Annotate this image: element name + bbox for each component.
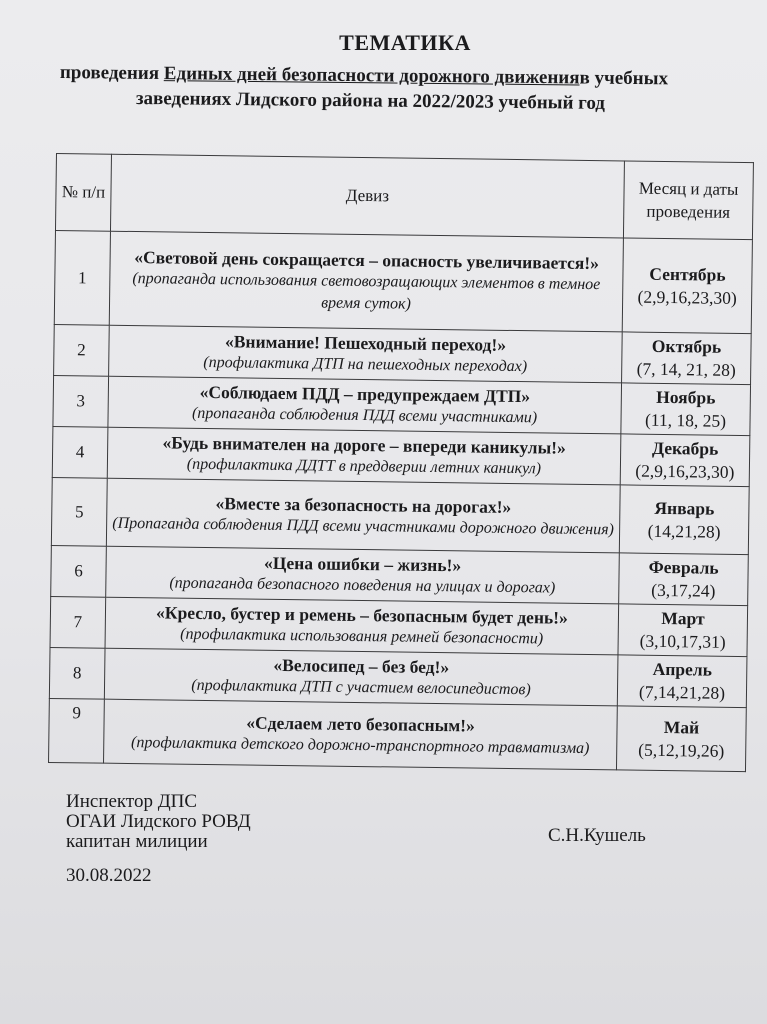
table-row — [53, 375, 751, 435]
motto-note: (пропаганда соблюдения ПДД всеми участниками) — [191, 404, 538, 427]
row-number: 1 — [54, 230, 110, 325]
subtitle-suffix: в учебных — [579, 67, 669, 90]
motto-note: (пропаганда использования световозращающих элементов в темное время суток) — [132, 269, 601, 313]
month-dates: (7, 14, 21, 28) — [636, 358, 736, 380]
month-name: Сентябрь — [649, 263, 726, 285]
header-motto: Девиз — [110, 154, 624, 238]
motto-title: «Велосипед – без бед!» — [273, 654, 450, 678]
month-dates: (3,10,17,31) — [639, 630, 726, 652]
row-month — [622, 332, 752, 385]
signature-rank: капитан милиции — [66, 831, 208, 852]
row-motto — [108, 376, 622, 434]
motto-note: (Пропаганда соблюдения ПДД всеми участниками дорожного движения) — [112, 514, 615, 538]
row-motto — [107, 427, 621, 485]
signature-name: С.Н.Кушель — [548, 825, 646, 846]
month-name: Февраль — [648, 556, 719, 578]
month-name: Декабрь — [651, 437, 719, 459]
row-motto — [109, 325, 623, 383]
row-motto — [106, 478, 620, 553]
row-month — [622, 238, 752, 334]
motto-title: «Сделаем лето безопасным!» — [246, 712, 475, 736]
motto-title: «Кресло, бустер и ремень – безопасным будет день!» — [155, 602, 568, 628]
table-row — [51, 477, 749, 554]
table-row — [52, 426, 750, 486]
row-motto — [104, 699, 618, 770]
motto-note: (профилактика детского дорожно-транспортного травматизма) — [131, 733, 590, 757]
motto-note: (профилактика ДТП с участием велосипедистов) — [191, 676, 531, 699]
signature-department: ОГАИ Лидского РОВД — [66, 811, 251, 832]
month-dates: (3,17,24) — [651, 579, 716, 601]
table-row — [54, 324, 752, 384]
topics-table — [48, 153, 754, 772]
row-month — [618, 604, 748, 657]
table-row — [49, 698, 747, 771]
motto-title: «Внимание! Пешеходный переход!» — [224, 331, 507, 355]
table-header-row — [55, 154, 753, 240]
signature-block — [66, 792, 251, 886]
month-name: Март — [661, 607, 705, 629]
row-month — [619, 553, 749, 606]
row-month — [616, 706, 746, 772]
motto-title: «Световой день сокращается – опасность увеличивается!» — [134, 246, 600, 273]
month-name: Апрель — [652, 658, 713, 680]
motto-title: «Вместе за безопасность на дорогах!» — [215, 492, 512, 517]
motto-note: (пропаганда безопасного поведения на улицах и дорогах) — [169, 574, 556, 597]
row-motto — [106, 546, 620, 604]
header-month: Месяц и даты проведения — [623, 161, 753, 240]
row-month — [621, 383, 751, 436]
row-month — [620, 434, 750, 487]
row-number: 2 — [54, 324, 110, 376]
month-name: Октябрь — [651, 335, 722, 357]
signature-position: Инспектор ДПС — [66, 791, 198, 812]
month-dates: (2,9,16,23,30) — [637, 286, 737, 308]
row-month — [619, 485, 749, 555]
row-number: 5 — [51, 477, 107, 546]
motto-title: «Будь внимателен на дороге – впереди каникулы!» — [162, 432, 566, 458]
subtitle-line-1 — [60, 62, 668, 90]
month-dates: (11, 18, 25) — [644, 409, 727, 431]
document-title: ТЕМАТИКА — [339, 30, 471, 55]
motto-note: (профилактика ДТП на пешеходных переходах) — [203, 353, 528, 376]
table-row — [54, 230, 752, 333]
month-name: Январь — [654, 497, 715, 519]
subtitle-line-2: заведениях Лидского района на 2022/2023 учебный год — [135, 88, 606, 114]
signature-date: 30.08.2022 — [66, 865, 152, 886]
month-dates: (14,21,28) — [647, 520, 721, 542]
row-number: 7 — [50, 596, 106, 648]
month-name: Май — [663, 716, 700, 737]
row-number: 4 — [52, 426, 108, 478]
row-motto — [105, 597, 619, 655]
table-row — [50, 596, 748, 656]
month-dates: (5,12,19,26) — [638, 739, 725, 761]
motto-note: (профилактика ДДТТ в преддверии летних каникул) — [186, 455, 542, 478]
month-dates: (2,9,16,23,30) — [635, 460, 735, 482]
month-name: Ноябрь — [656, 386, 716, 408]
row-number: 9 — [49, 698, 105, 763]
header-number: № п/п — [55, 154, 111, 232]
month-dates: (7,14,21,28) — [638, 681, 726, 703]
row-number: 8 — [49, 647, 105, 699]
row-number: 3 — [53, 375, 109, 427]
row-month — [617, 655, 747, 708]
row-motto — [104, 648, 618, 706]
table-row — [51, 545, 749, 605]
table-row — [49, 647, 747, 707]
motto-title: «Цена ошибки – жизнь!» — [263, 552, 462, 576]
row-number: 6 — [51, 545, 107, 597]
subtitle-prefix: проведения — [59, 62, 164, 85]
subtitle-underlined: Единых дней безопасности дорожного движения — [163, 63, 580, 89]
row-motto — [109, 231, 623, 332]
motto-note: (профилактика использования ремней безопасности) — [180, 625, 544, 648]
motto-title: «Соблюдаем ПДД – предупреждаем ДТП» — [199, 381, 531, 407]
